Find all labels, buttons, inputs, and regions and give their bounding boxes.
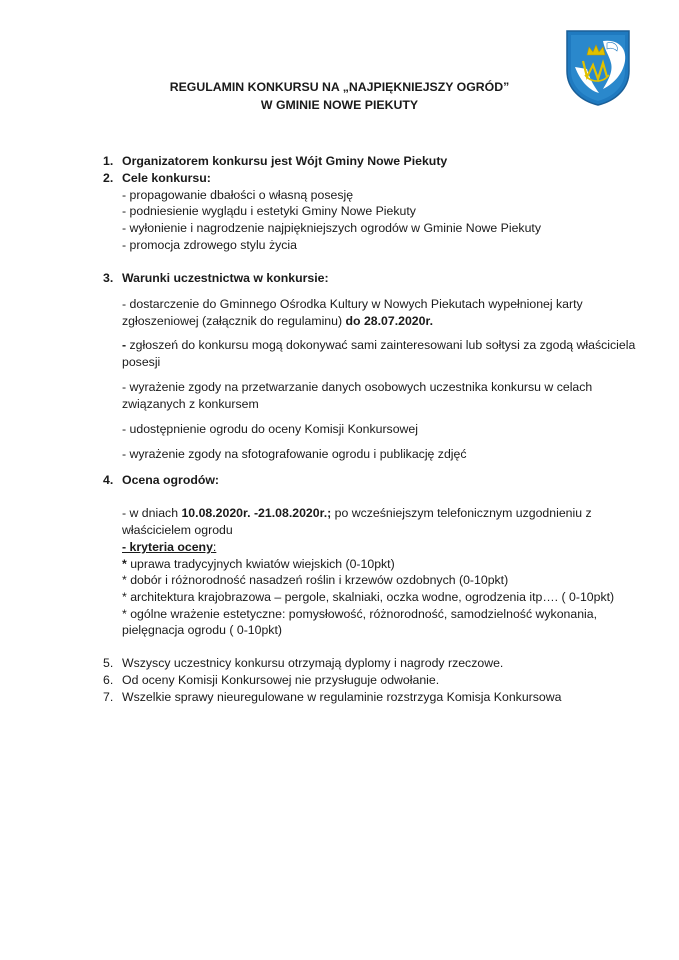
criterion-1 bbox=[122, 556, 395, 572]
criterion-3: * architektura krajobrazowa – pergole, skalniaki, oczka wodne, ogrodzenia itp…. ( 0-10pkt) bbox=[122, 590, 615, 604]
condition-3-line1: - wyrażenie zgody na przetwarzanie danych osobowych uczestnika konkursu w celach bbox=[122, 380, 593, 394]
item-6-number: 6. bbox=[103, 673, 114, 687]
criteria-label-line bbox=[122, 539, 216, 555]
criterion-1-star: * bbox=[122, 557, 127, 571]
item-6-text: Od oceny Komisji Konkursowej nie przysługuje odwołanie. bbox=[122, 673, 440, 687]
criterion-4-line1: * ogólne wrażenie estetyczne: pomysłowość, różnorodność, samodzielność wykonania, bbox=[122, 607, 598, 621]
condition-2-text: zgłoszeń do konkursu mogą dokonywać sami zainteresowani lub sołtysi za zgodą właściciela bbox=[129, 338, 636, 352]
item-3-number: 3. bbox=[103, 271, 114, 285]
condition-2-line2: posesji bbox=[122, 355, 161, 369]
document-title-line1: REGULAMIN KONKURSU NA „NAJPIĘKNIEJSZY OGRÓD” bbox=[169, 80, 510, 94]
goal-line-4: - promocja zdrowego stylu życia bbox=[122, 238, 297, 252]
criterion-1-text: uprawa tradycyjnych kwiatów wiejskich (0-10pkt) bbox=[126, 557, 395, 571]
condition-2-line1 bbox=[122, 337, 635, 353]
condition-4: - udostępnienie ogrodu do oceny Komisji Konkursowej bbox=[122, 422, 418, 436]
item-3-heading: Warunki uczestnictwa w konkursie: bbox=[122, 271, 329, 285]
item-7-text: Wszelkie sprawy nieuregulowane w regulaminie rozstrzyga Komisja Konkursowa bbox=[122, 690, 562, 704]
criteria-label: - kryteria oceny bbox=[122, 540, 213, 554]
condition-2-dash: - bbox=[122, 338, 130, 352]
condition-3-line2: związanych z konkursem bbox=[122, 397, 259, 411]
condition-5: - wyrażenie zgody na sfotografowanie ogrodu i publikację zdjęć bbox=[122, 447, 467, 461]
condition-1-text: zgłoszeniowej (załącznik do regulaminu) bbox=[122, 314, 346, 328]
evaluation-date-range: 10.08.2020r. -21.08.2020r.; bbox=[181, 506, 332, 520]
item-5-text: Wszyscy uczestnicy konkursu otrzymają dyplomy i nagrody rzeczowe. bbox=[122, 656, 504, 670]
criteria-colon: : bbox=[212, 540, 217, 554]
item-2-heading: Cele konkursu: bbox=[122, 171, 211, 185]
item-4-number: 4. bbox=[103, 473, 114, 487]
item-2-number: 2. bbox=[103, 171, 114, 185]
criterion-2: * dobór i różnorodność nasadzeń roślin i krzewów ozdobnych (0-10pkt) bbox=[122, 573, 509, 587]
evaluation-dates-line1 bbox=[122, 505, 592, 521]
goal-line-1: - propagowanie dbałości o własną posesję bbox=[122, 188, 354, 202]
municipality-crest bbox=[563, 27, 633, 107]
document-title-line2: W GMINIE NOWE PIEKUTY bbox=[260, 98, 419, 112]
item-1-number: 1. bbox=[103, 154, 114, 168]
condition-1-line2 bbox=[122, 313, 433, 329]
deadline-date: do 28.07.2020r. bbox=[345, 314, 434, 328]
goal-line-3: - wyłonienie i nagrodzenie najpiękniejszych ogrodów w Gminie Nowe Piekuty bbox=[122, 221, 541, 235]
crest-eagle-icon bbox=[563, 27, 633, 107]
item-5-number: 5. bbox=[103, 656, 114, 670]
goal-line-2: - podniesienie wyglądu i estetyki Gminy Nowe Piekuty bbox=[122, 204, 416, 218]
item-7-number: 7. bbox=[103, 690, 114, 704]
evaluation-dates-suffix: po wcześniejszym telefonicznym uzgodnieniu z bbox=[331, 506, 592, 520]
evaluation-dates-line2: właścicielem ogrodu bbox=[122, 523, 233, 537]
condition-1-line1: - dostarczenie do Gminnego Ośrodka Kultury w Nowych Piekutach wypełnionej karty bbox=[122, 297, 583, 311]
item-1-text: Organizatorem konkursu jest Wójt Gminy Nowe Piekuty bbox=[122, 154, 448, 168]
item-4-heading: Ocena ogrodów: bbox=[122, 473, 220, 487]
evaluation-dates-prefix: - w dniach bbox=[122, 506, 182, 520]
criterion-4-line2: pielęgnacja ogrodu ( 0-10pkt) bbox=[122, 623, 282, 637]
